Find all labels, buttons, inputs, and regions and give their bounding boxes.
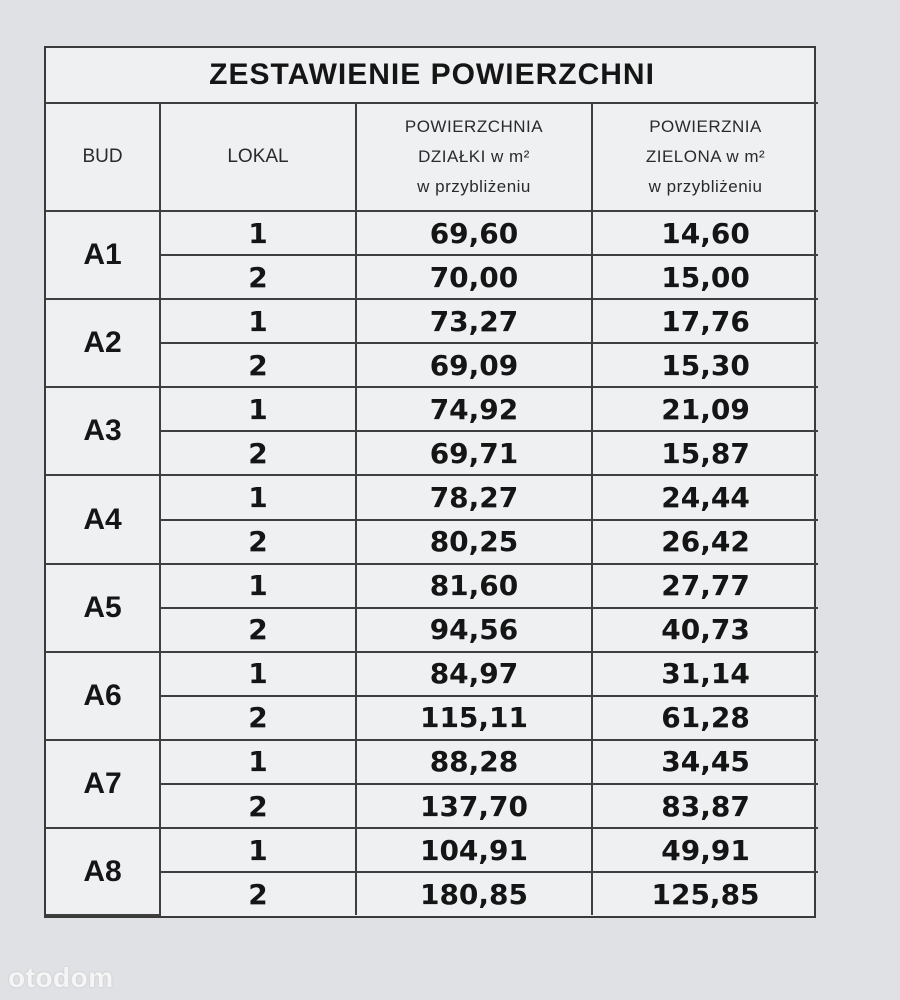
cell-powierzchnia-zielona: 15,87 [592, 431, 818, 475]
cell-lokal: 2 [160, 520, 356, 564]
cell-lokal: 1 [160, 564, 356, 608]
cell-lokal: 2 [160, 784, 356, 828]
cell-lokal: 2 [160, 608, 356, 652]
header-dzialka-line1: POWIERZCHNIA [404, 117, 544, 136]
table-row [46, 475, 818, 519]
table-row [46, 784, 818, 828]
cell-powierzchnia-dzialki: 104,91 [356, 828, 592, 872]
table-row [46, 828, 818, 872]
cell-powierzchnia-dzialki: 84,97 [356, 652, 592, 696]
cell-lokal: 1 [160, 387, 356, 431]
header-lokal: LOKAL [160, 103, 356, 211]
cell-bud: A2 [46, 299, 160, 387]
cell-bud: A6 [46, 652, 160, 740]
cell-powierzchnia-dzialki: 180,85 [356, 872, 592, 915]
cell-bud: A7 [46, 740, 160, 828]
cell-bud: A3 [46, 387, 160, 475]
table-row [46, 608, 818, 652]
table-title: ZESTAWIENIE POWIERZCHNI [46, 48, 818, 103]
table-row [46, 652, 818, 696]
header-zielona-line2: ZIELONA w m² [645, 147, 766, 166]
cell-powierzchnia-dzialki: 70,00 [356, 255, 592, 299]
cell-powierzchnia-zielona: 26,42 [592, 520, 818, 564]
table-row [46, 255, 818, 299]
cell-lokal: 2 [160, 696, 356, 740]
table-row [46, 740, 818, 784]
header-powierzchnia-dzialki [356, 103, 592, 211]
cell-powierzchnia-zielona: 49,91 [592, 828, 818, 872]
cell-lokal: 2 [160, 255, 356, 299]
header-powierzchnia-zielona [592, 103, 818, 211]
header-zielona-line3: w przybliżeniu [648, 177, 763, 196]
cell-bud: A1 [46, 211, 160, 299]
cell-bud: A8 [46, 828, 160, 915]
area-summary-table [46, 48, 818, 916]
cell-powierzchnia-dzialki: 69,60 [356, 211, 592, 255]
cell-powierzchnia-zielona: 14,60 [592, 211, 818, 255]
table-row [46, 696, 818, 740]
cell-powierzchnia-zielona: 17,76 [592, 299, 818, 343]
cell-powierzchnia-dzialki: 69,71 [356, 431, 592, 475]
cell-powierzchnia-zielona: 27,77 [592, 564, 818, 608]
cell-bud: A4 [46, 475, 160, 563]
header-zielona-line1: POWIERZNIA [649, 117, 762, 136]
cell-bud: A5 [46, 564, 160, 652]
cell-lokal: 1 [160, 475, 356, 519]
table-row [46, 343, 818, 387]
table-row [46, 520, 818, 564]
cell-powierzchnia-dzialki: 115,11 [356, 696, 592, 740]
cell-lokal: 1 [160, 299, 356, 343]
cell-powierzchnia-dzialki: 78,27 [356, 475, 592, 519]
cell-powierzchnia-zielona: 21,09 [592, 387, 818, 431]
area-summary-sheet [44, 46, 816, 918]
cell-powierzchnia-dzialki: 88,28 [356, 740, 592, 784]
table-row [46, 299, 818, 343]
cell-powierzchnia-dzialki: 94,56 [356, 608, 592, 652]
cell-powierzchnia-zielona: 15,00 [592, 255, 818, 299]
header-dzialka-line2: DZIAŁKI w m² [418, 147, 530, 166]
cell-powierzchnia-zielona: 15,30 [592, 343, 818, 387]
otodom-watermark: otodom [8, 962, 114, 993]
cell-lokal: 2 [160, 872, 356, 915]
cell-lokal: 1 [160, 740, 356, 784]
cell-lokal: 2 [160, 431, 356, 475]
cell-powierzchnia-dzialki: 81,60 [356, 564, 592, 608]
table-row [46, 872, 818, 915]
cell-powierzchnia-dzialki: 69,09 [356, 343, 592, 387]
cell-lokal: 2 [160, 343, 356, 387]
cell-powierzchnia-dzialki: 73,27 [356, 299, 592, 343]
table-row [46, 564, 818, 608]
cell-lokal: 1 [160, 211, 356, 255]
table-row [46, 211, 818, 255]
cell-powierzchnia-zielona: 34,45 [592, 740, 818, 784]
table-row [46, 387, 818, 431]
cell-powierzchnia-zielona: 40,73 [592, 608, 818, 652]
cell-powierzchnia-zielona: 24,44 [592, 475, 818, 519]
cell-powierzchnia-dzialki: 137,70 [356, 784, 592, 828]
table-row [46, 431, 818, 475]
cell-powierzchnia-zielona: 61,28 [592, 696, 818, 740]
header-dzialka-line3: w przybliżeniu [417, 177, 531, 196]
cell-lokal: 1 [160, 652, 356, 696]
cell-powierzchnia-zielona: 31,14 [592, 652, 818, 696]
cell-powierzchnia-zielona: 125,85 [592, 872, 818, 915]
header-bud: BUD [46, 103, 160, 211]
cell-powierzchnia-dzialki: 74,92 [356, 387, 592, 431]
cell-powierzchnia-zielona: 83,87 [592, 784, 818, 828]
cell-powierzchnia-dzialki: 80,25 [356, 520, 592, 564]
cell-lokal: 1 [160, 828, 356, 872]
